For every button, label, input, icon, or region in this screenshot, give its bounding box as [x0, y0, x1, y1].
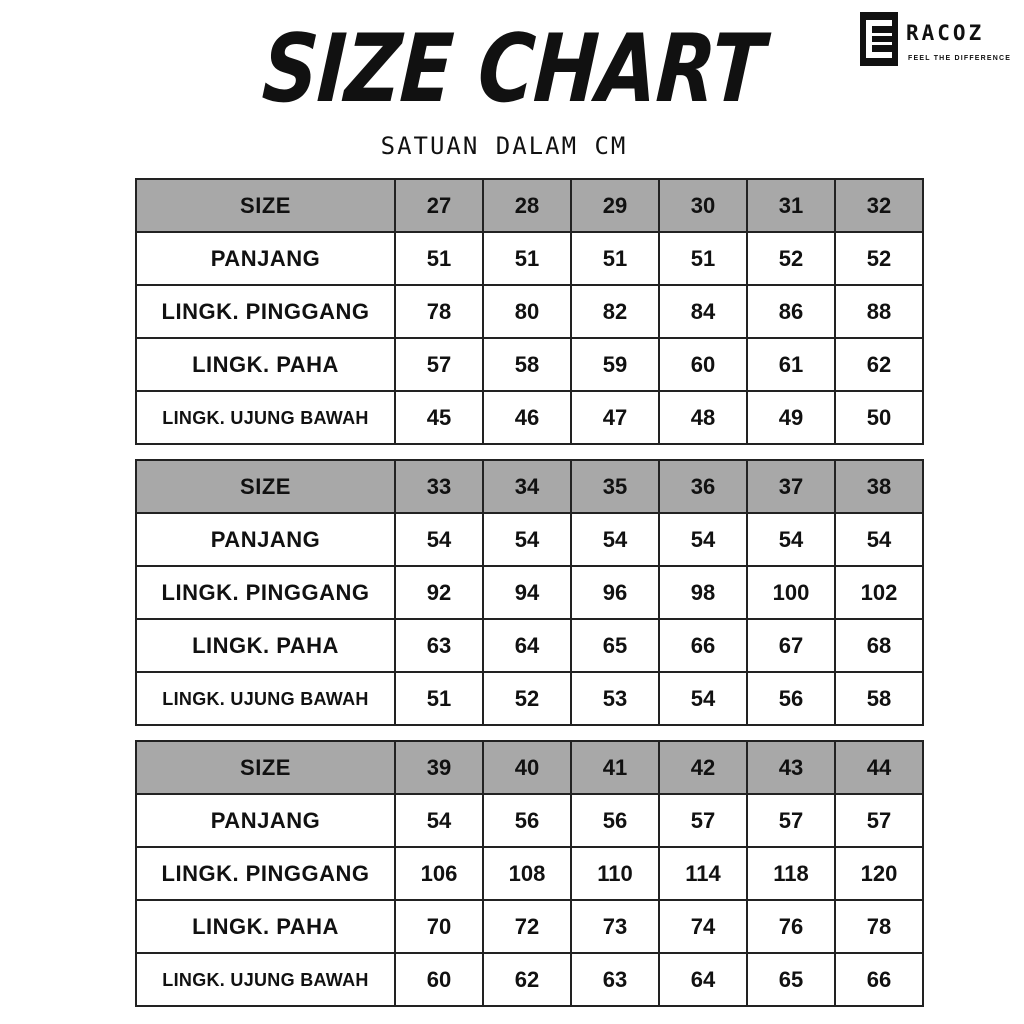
measure-value: 74: [659, 900, 747, 953]
size-row: [136, 460, 923, 513]
measure-value: 70: [395, 900, 483, 953]
row-label: SIZE: [136, 179, 395, 232]
row-label: LINGK. PINGGANG: [136, 566, 395, 619]
measure-value: 68: [835, 619, 923, 672]
measure-value: 59: [571, 338, 659, 391]
measure-value: 57: [659, 794, 747, 847]
size-row: [136, 741, 923, 794]
measure-value: 100: [747, 566, 835, 619]
measure-value: 51: [483, 232, 571, 285]
size-table: [135, 459, 924, 726]
row-label: LINGK. PAHA: [136, 338, 395, 391]
measure-value: 46: [483, 391, 571, 444]
pinggang-row: [136, 285, 923, 338]
size-table: [135, 740, 924, 1007]
measure-value: 54: [835, 513, 923, 566]
measure-value: 56: [571, 794, 659, 847]
row-label: LINGK. PAHA: [136, 619, 395, 672]
measure-value: 72: [483, 900, 571, 953]
measure-value: 96: [571, 566, 659, 619]
brand-tagline: FEEL THE DIFFERENCE: [908, 55, 1012, 62]
row-label: PANJANG: [136, 513, 395, 566]
size-value: 30: [659, 179, 747, 232]
measure-value: 82: [571, 285, 659, 338]
size-value: 35: [571, 460, 659, 513]
measure-value: 88: [835, 285, 923, 338]
measure-value: 60: [659, 338, 747, 391]
measure-value: 63: [395, 619, 483, 672]
page-title: SIZE CHART: [259, 15, 767, 124]
row-label: LINGK. UJUNG BAWAH: [136, 953, 395, 1006]
measure-value: 102: [835, 566, 923, 619]
size-row: [136, 179, 923, 232]
size-value: 43: [747, 741, 835, 794]
paha-row: [136, 338, 923, 391]
size-value: 27: [395, 179, 483, 232]
size-value: 32: [835, 179, 923, 232]
measure-value: 65: [571, 619, 659, 672]
row-label: PANJANG: [136, 232, 395, 285]
paha-row: [136, 900, 923, 953]
ujung-bawah-row: [136, 953, 923, 1006]
measure-value: 86: [747, 285, 835, 338]
measure-value: 57: [835, 794, 923, 847]
measure-value: 110: [571, 847, 659, 900]
measure-value: 67: [747, 619, 835, 672]
ujung-bawah-row: [136, 391, 923, 444]
measure-value: 49: [747, 391, 835, 444]
measure-value: 80: [483, 285, 571, 338]
panjang-row: [136, 232, 923, 285]
measure-value: 51: [395, 232, 483, 285]
measure-value: 57: [395, 338, 483, 391]
measure-value: 62: [835, 338, 923, 391]
measure-value: 53: [571, 672, 659, 725]
measure-value: 58: [483, 338, 571, 391]
size-value: 37: [747, 460, 835, 513]
measure-value: 118: [747, 847, 835, 900]
measure-value: 54: [659, 513, 747, 566]
measure-value: 98: [659, 566, 747, 619]
measure-value: 54: [483, 513, 571, 566]
size-value: 40: [483, 741, 571, 794]
measure-value: 51: [659, 232, 747, 285]
measure-value: 54: [571, 513, 659, 566]
measure-value: 52: [747, 232, 835, 285]
measure-value: 47: [571, 391, 659, 444]
size-value: 33: [395, 460, 483, 513]
measure-value: 52: [483, 672, 571, 725]
measure-value: 64: [483, 619, 571, 672]
measure-value: 76: [747, 900, 835, 953]
panjang-row: [136, 794, 923, 847]
size-value: 29: [571, 179, 659, 232]
panjang-row: [136, 513, 923, 566]
row-label: LINGK. PINGGANG: [136, 285, 395, 338]
measure-value: 56: [483, 794, 571, 847]
measure-value: 65: [747, 953, 835, 1006]
measure-value: 114: [659, 847, 747, 900]
size-value: 28: [483, 179, 571, 232]
row-label: LINGK. PAHA: [136, 900, 395, 953]
measure-value: 120: [835, 847, 923, 900]
measure-value: 58: [835, 672, 923, 725]
measure-value: 56: [747, 672, 835, 725]
row-label: LINGK. UJUNG BAWAH: [136, 391, 395, 444]
measure-value: 61: [747, 338, 835, 391]
measure-value: 45: [395, 391, 483, 444]
measure-value: 106: [395, 847, 483, 900]
paha-row: [136, 619, 923, 672]
unit-subtitle: SATUAN DALAM CM: [380, 132, 628, 160]
pinggang-row: [136, 566, 923, 619]
measure-value: 50: [835, 391, 923, 444]
size-table: [135, 178, 924, 445]
measure-value: 94: [483, 566, 571, 619]
measure-value: 48: [659, 391, 747, 444]
measure-value: 54: [395, 513, 483, 566]
measure-value: 108: [483, 847, 571, 900]
measure-value: 64: [659, 953, 747, 1006]
measure-value: 63: [571, 953, 659, 1006]
pinggang-row: [136, 847, 923, 900]
measure-value: 92: [395, 566, 483, 619]
measure-value: 73: [571, 900, 659, 953]
size-value: 38: [835, 460, 923, 513]
measure-value: 60: [395, 953, 483, 1006]
size-value: 36: [659, 460, 747, 513]
measure-value: 66: [835, 953, 923, 1006]
row-label: LINGK. PINGGANG: [136, 847, 395, 900]
measure-value: 78: [395, 285, 483, 338]
measure-value: 78: [835, 900, 923, 953]
measure-value: 66: [659, 619, 747, 672]
row-label: SIZE: [136, 741, 395, 794]
size-value: 41: [571, 741, 659, 794]
measure-value: 84: [659, 285, 747, 338]
measure-value: 54: [659, 672, 747, 725]
row-label: LINGK. UJUNG BAWAH: [136, 672, 395, 725]
measure-value: 51: [395, 672, 483, 725]
measure-value: 54: [747, 513, 835, 566]
size-value: 31: [747, 179, 835, 232]
size-value: 39: [395, 741, 483, 794]
row-label: PANJANG: [136, 794, 395, 847]
measure-value: 54: [395, 794, 483, 847]
row-label: SIZE: [136, 460, 395, 513]
measure-value: 57: [747, 794, 835, 847]
size-value: 34: [483, 460, 571, 513]
ujung-bawah-row: [136, 672, 923, 725]
size-value: 42: [659, 741, 747, 794]
measure-value: 52: [835, 232, 923, 285]
brand-name: RACOZ: [906, 21, 985, 45]
measure-value: 51: [571, 232, 659, 285]
size-value: 44: [835, 741, 923, 794]
measure-value: 62: [483, 953, 571, 1006]
